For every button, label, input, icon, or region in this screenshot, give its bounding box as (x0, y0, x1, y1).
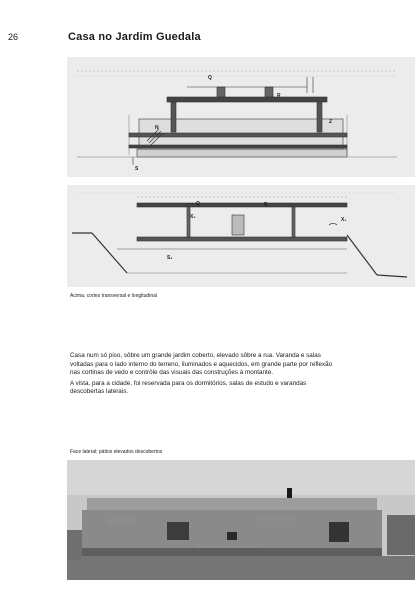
section-drawing-transversal (67, 57, 415, 177)
body-paragraph-2: A vista, para a cidade, foi reservada para os dormitórios, salas de estudo e varandas descobertas laterais. (70, 379, 307, 395)
label-R: R (277, 93, 281, 99)
label-S2: S₂ (167, 255, 173, 261)
section-drawing-longitudinal (67, 185, 415, 287)
label-S: S (135, 166, 139, 172)
label-X2: X₂ (190, 214, 196, 220)
body-paragraph-1: Casa num só piso, sôbre um grande jardim coberto, elevado sôbre a rua. Varanda e salas voltadas para o lado interno do terreno, iluminados e aquecidos, em grande parte por reflexão nas cortinas de vedo e contrôle das visuais das construções à montante. (70, 352, 333, 376)
building-photo-svg (67, 460, 415, 580)
drawings-caption: Acima, cortes transversal e longitudinal (70, 293, 157, 299)
page-title: Casa no Jardim Guedala (68, 31, 201, 43)
label-Q: Q (208, 75, 212, 81)
label-Z: Z (329, 119, 333, 125)
label-X1: X₁ (341, 217, 347, 223)
body-text (70, 352, 340, 399)
photo-caption: Face lateral; pátios elevados descobertos (70, 449, 163, 455)
building-photo (67, 460, 415, 580)
transversal-section-svg (67, 57, 415, 177)
label-R: R (264, 202, 268, 208)
page-number: 26 (8, 32, 19, 42)
label-N: N (155, 125, 159, 131)
label-Q: Q (196, 201, 200, 207)
longitudinal-section-svg (67, 185, 415, 287)
